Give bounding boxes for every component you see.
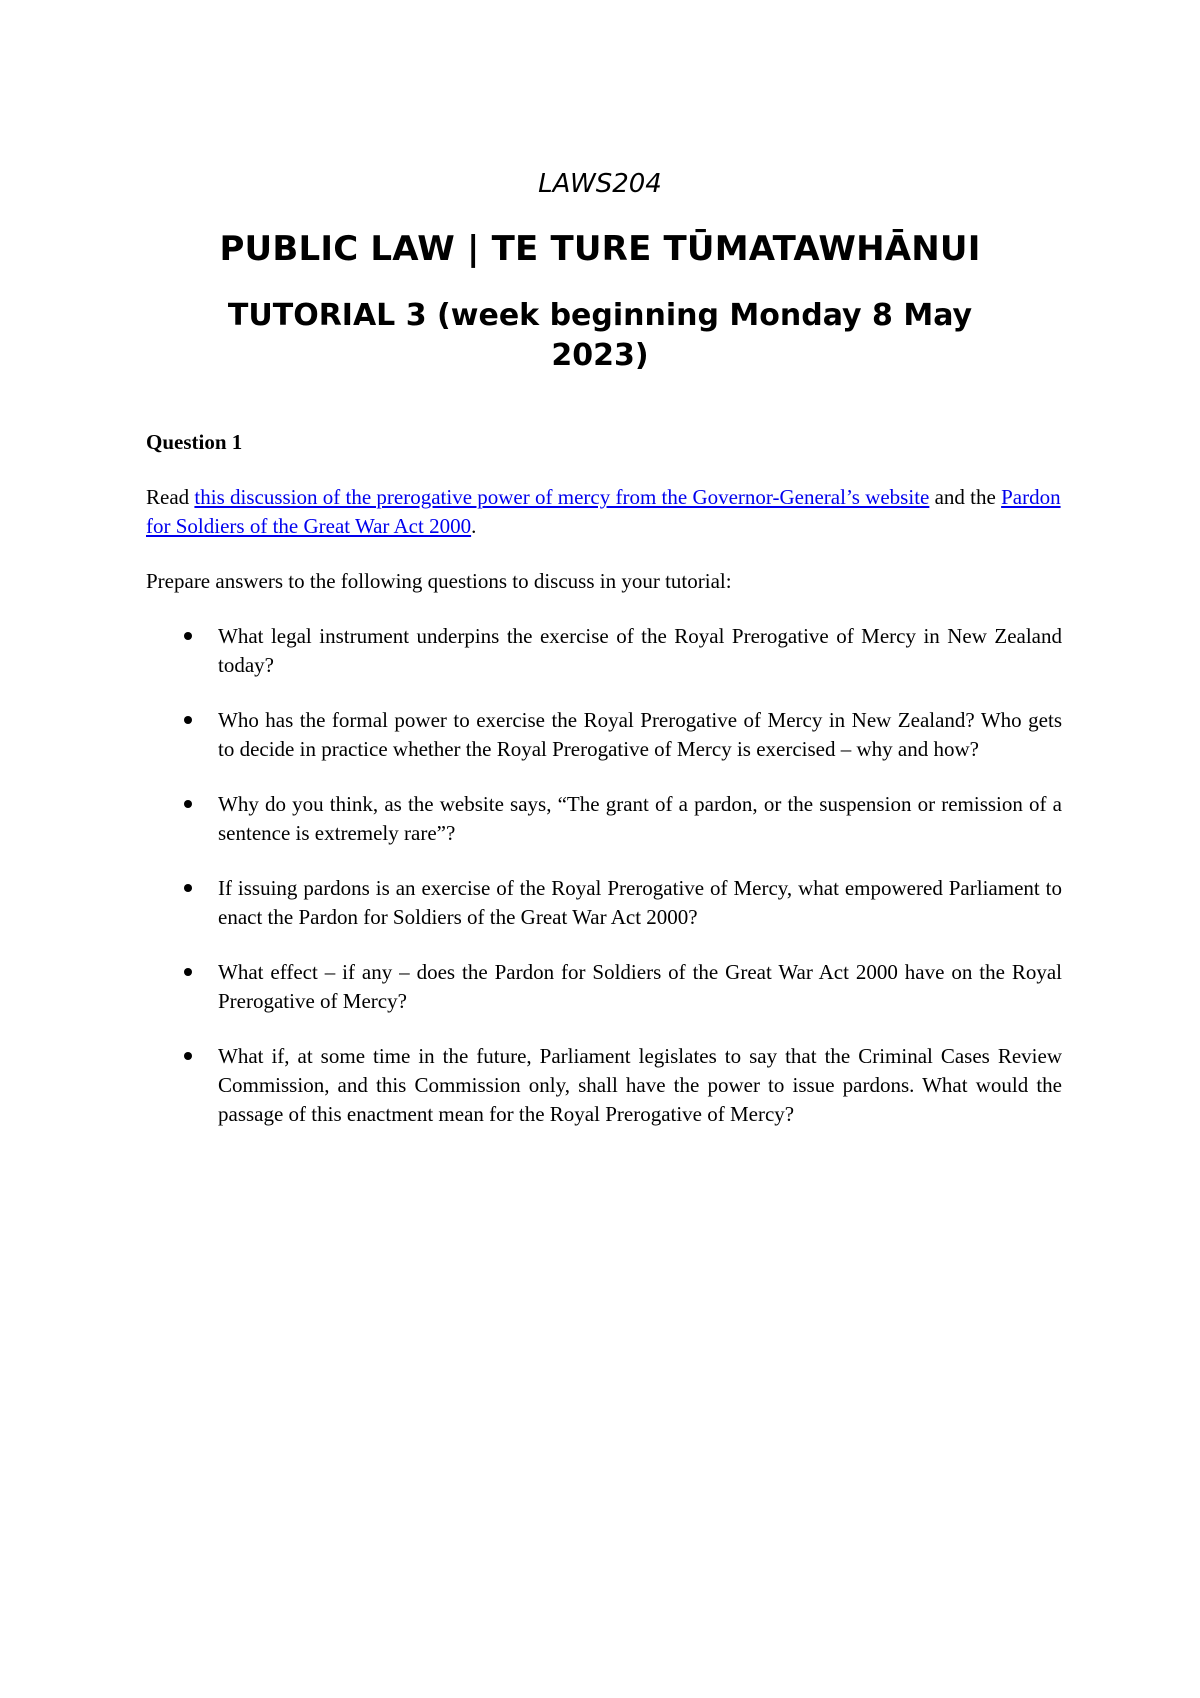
and-the-text: and the [929, 485, 1002, 509]
list-item [146, 874, 1062, 932]
prepare-instructions: Prepare answers to the following questions to discuss in your tutorial: [146, 569, 732, 593]
list-item-text: What legal instrument underpins the exercise of the Royal Prerogative of Mercy in New Zealand today? [218, 624, 1062, 677]
period-text: . [471, 514, 477, 538]
list-item [146, 958, 1062, 1016]
bullet-icon [184, 884, 192, 892]
course-code: LAWS204 [538, 169, 662, 199]
document-title: PUBLIC LAW | TE TURE TŪMATAWHĀNUI [219, 229, 981, 269]
governor-general-link[interactable]: this discussion of the prerogative power of mercy from the Governor-General’s website [194, 485, 930, 509]
pardon-act-link[interactable]: Pardon for Soldiers of the Great War Act 2000 [146, 485, 1061, 538]
bullet-icon [184, 632, 192, 640]
read-text: Read [146, 485, 195, 509]
tutorial-subtitle: TUTORIAL 3 (week beginning Monday 8 May 2023) [227, 298, 973, 373]
list-item-text: Who has the formal power to exercise the Royal Prerogative of Mercy in New Zealand? Who gets to decide in practice whether the Royal Prerogative of Mercy is exercised – why and how? [218, 708, 1062, 761]
list-item-text: What if, at some time in the future, Parliament legislates to say that the Criminal Cases Review Commission, and this Commission only, shall have the power to issue pardons. What would the passage of this enactment mean for the Royal Prerogative of Mercy? [218, 1044, 1062, 1126]
bullet-icon [184, 1052, 192, 1060]
list-item [146, 706, 1062, 764]
list-item [146, 790, 1062, 848]
list-item [146, 1042, 1062, 1129]
list-item [146, 622, 1062, 680]
bullet-icon [184, 716, 192, 724]
bullet-icon [184, 968, 192, 976]
list-item-text: Why do you think, as the website says, “The grant of a pardon, or the suspension or remission of a sentence is extremely rare”? [218, 792, 1062, 845]
bullet-icon [184, 800, 192, 808]
document-body [146, 428, 1062, 1155]
question-heading: Question 1 [146, 430, 243, 454]
list-item-text: What effect – if any – does the Pardon for Soldiers of the Great War Act 2000 have on the Royal Prerogative of Mercy? [218, 960, 1062, 1013]
question-list [146, 622, 1062, 1129]
list-item-text: If issuing pardons is an exercise of the Royal Prerogative of Mercy, what empowered Parliament to enact the Pardon for Soldiers of the Great War Act 2000? [218, 876, 1062, 929]
reading-instructions [146, 483, 1062, 541]
